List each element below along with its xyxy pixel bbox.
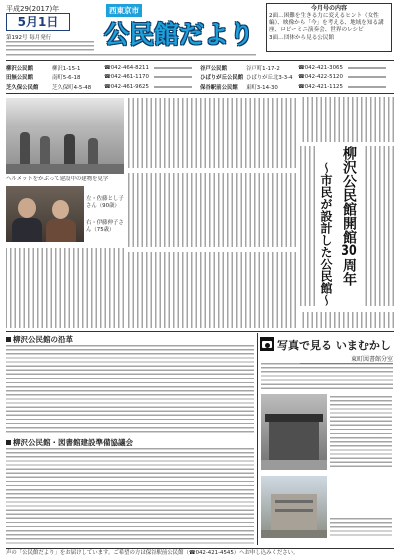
photo-caption: ヘルメットをかぶって建設中の建物を見学 bbox=[6, 176, 109, 182]
headline-years: 30 bbox=[341, 244, 357, 258]
photo-ground bbox=[261, 530, 327, 538]
era-year: 平成29(2017)年 bbox=[6, 5, 60, 13]
column-divider bbox=[257, 333, 258, 545]
facility-phone: ☎042-461-9625 bbox=[104, 83, 149, 90]
facility-row bbox=[200, 63, 394, 73]
facility-phone: ☎042-464-8211 bbox=[104, 64, 149, 71]
person-face bbox=[52, 200, 69, 219]
facility-name: ひばりが丘公民館 bbox=[200, 75, 244, 82]
body-text-block bbox=[300, 312, 394, 328]
contents-heading: 今月号の内容 bbox=[310, 5, 347, 12]
person-body bbox=[46, 219, 76, 242]
facility-address: 芝久保町4-5-48 bbox=[52, 84, 92, 91]
body-text-block bbox=[330, 518, 392, 538]
facility-row bbox=[6, 73, 200, 83]
facility-address: 東町3-14-30 bbox=[246, 84, 278, 91]
facility-row bbox=[200, 73, 394, 83]
body-text-block bbox=[6, 448, 254, 544]
facility-address: 谷戸町1-17-2 bbox=[246, 65, 280, 72]
facility-email bbox=[348, 67, 386, 69]
history-subheading-text: 柳沢公民館・図書館建設準備協議会 bbox=[13, 438, 133, 447]
history-subheading bbox=[6, 437, 133, 448]
facility-name: 田無公民館 bbox=[6, 75, 33, 82]
facility-address: 南町5-6-18 bbox=[52, 75, 81, 82]
headline-suffix: 周年 bbox=[341, 258, 357, 286]
issue-number: 第192号 毎月発行 bbox=[6, 35, 52, 41]
facility-email bbox=[154, 76, 192, 78]
facility-name: 柳沢公民館 bbox=[6, 65, 33, 72]
feature-subtitle: ～市民が設計した公民館～ bbox=[319, 162, 333, 306]
facility-email bbox=[154, 67, 192, 69]
facility-phone: ☎042-461-1170 bbox=[104, 74, 149, 81]
photo-figure bbox=[64, 134, 75, 166]
lead-text-block bbox=[300, 97, 394, 142]
photo-building bbox=[269, 420, 319, 460]
facility-name: 保谷駅前公民館 bbox=[200, 84, 238, 91]
history-heading-text: 柳沢公民館の沿革 bbox=[13, 335, 73, 344]
notice-line bbox=[6, 54, 256, 58]
body-text-block bbox=[128, 252, 296, 328]
facility-list bbox=[6, 63, 394, 94]
person-caption-left: 左・佐藤とし子さん（90歳） bbox=[86, 196, 124, 209]
interviewees-photo bbox=[6, 186, 84, 242]
camera-icon bbox=[260, 337, 274, 351]
facility-email bbox=[154, 86, 192, 88]
body-text-block bbox=[6, 248, 124, 328]
facility-phone: ☎042-421-1125 bbox=[298, 83, 343, 90]
issue-date: 5月1日 bbox=[6, 13, 70, 31]
history-heading bbox=[6, 334, 73, 345]
photo-roof bbox=[265, 414, 323, 422]
contents-item: 3面…団体から見る公民館 bbox=[269, 34, 335, 41]
facility-row bbox=[6, 63, 200, 73]
body-text-block bbox=[300, 146, 315, 306]
header-divider bbox=[6, 60, 394, 61]
facility-address: 柳沢1-15-1 bbox=[52, 65, 81, 72]
photo-figure bbox=[20, 132, 30, 166]
camera-lens bbox=[265, 343, 270, 348]
photo-column-subheading: 東町図書館分室 bbox=[300, 354, 393, 364]
contents-item: 2面…困難を生きる力に変えるヒント（女性編）、映像から「今」を考える、地域を知る講座、ロビーミニ演奏会、世界のレシピ bbox=[269, 13, 384, 34]
person-body bbox=[12, 218, 42, 242]
footer-note: 声の「公民館だより」をお届けしています。ご希望の方は保谷駅前公民館（☎042-421-4545）へお申し込みください。 bbox=[6, 548, 394, 557]
facility-address: ひばりが丘北3-3-4 bbox=[246, 75, 293, 82]
facility-phone: ☎042-422-5120 bbox=[298, 74, 343, 81]
facility-name: 谷戸公民館 bbox=[200, 65, 227, 72]
body-text-block bbox=[330, 396, 392, 468]
heading-marker-icon bbox=[6, 337, 11, 342]
body-text-block bbox=[128, 98, 296, 168]
photo-column-heading: 写真で見る いまむかし bbox=[277, 339, 391, 352]
photo-figure bbox=[40, 136, 50, 166]
city-label: 西東京市 bbox=[106, 4, 142, 17]
headline-prefix: 柳沢公民館開館 bbox=[341, 146, 357, 244]
old-building-photo bbox=[261, 394, 327, 470]
photo-ground bbox=[261, 460, 327, 470]
photo-window-row bbox=[275, 509, 313, 512]
heading-marker-icon bbox=[6, 440, 11, 445]
facility-email bbox=[348, 86, 386, 88]
body-text-block bbox=[6, 345, 254, 433]
facility-phone: ☎042-421-3065 bbox=[298, 64, 343, 71]
section-divider bbox=[6, 331, 394, 332]
feature-headline bbox=[340, 146, 358, 286]
facility-row bbox=[200, 82, 394, 92]
photo-window-row bbox=[275, 500, 313, 503]
publisher-lines bbox=[6, 41, 94, 51]
construction-photo bbox=[6, 98, 124, 174]
person-face bbox=[18, 198, 36, 218]
photo-ceiling bbox=[6, 98, 124, 128]
newsletter-title: 公民館だより bbox=[104, 20, 255, 49]
facility-email bbox=[348, 76, 386, 78]
body-text-block bbox=[128, 173, 296, 247]
body-text-block bbox=[261, 363, 393, 390]
photo-floor bbox=[6, 164, 124, 174]
facility-name: 芝久保公民館 bbox=[6, 84, 39, 91]
contents-box bbox=[266, 3, 392, 52]
current-building-photo bbox=[261, 476, 327, 538]
facility-row bbox=[6, 82, 200, 92]
body-text-block bbox=[364, 146, 394, 306]
photo-figure bbox=[88, 138, 98, 166]
person-caption-right: 右・伊藤伸子さん（75歳） bbox=[86, 220, 124, 233]
